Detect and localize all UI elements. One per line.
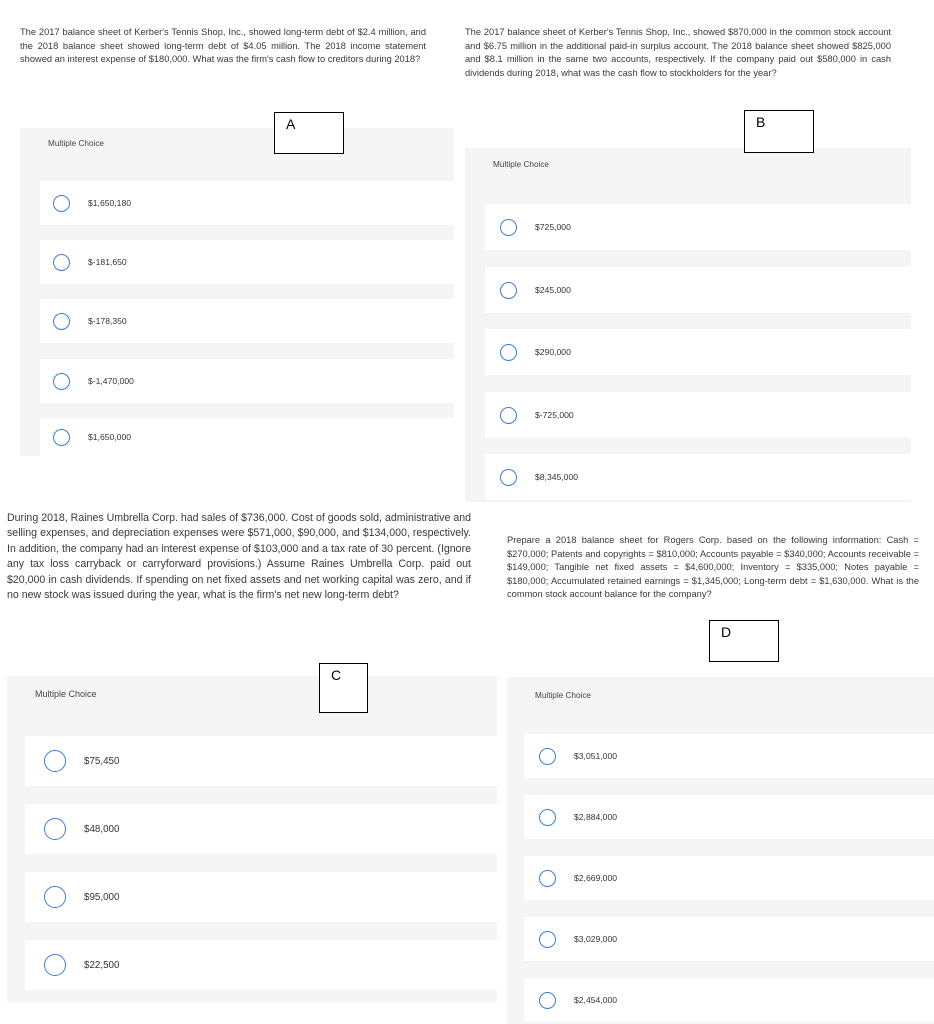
option-label: $3,029,000: [574, 934, 618, 944]
question-d-option-4[interactable]: [524, 917, 934, 961]
option-label: $-1,470,000: [88, 376, 134, 386]
question-a-tag: A: [274, 112, 344, 154]
radio-icon[interactable]: [539, 992, 556, 1009]
option-label: $75,450: [84, 755, 120, 767]
question-d-tag: D: [709, 620, 779, 662]
radio-icon[interactable]: [500, 407, 517, 424]
radio-icon[interactable]: [500, 282, 517, 299]
question-d-choices: [507, 677, 934, 1024]
question-c-text: During 2018, Raines Umbrella Corp. had sales of $736,000. Cost of goods sold, administrative and selling expenses, and depreciation expenses were $571,000, $90,000, and $134,000, respectively. In addition, the company had an interest expense of $103,000 and a tax rate of 30 percent. (Ignore any tax loss carryback or carryforward provisions.) Assume Raines Umbrella Corp. paid out $20,000 in cash dividends. If spending on net fixed assets and net working capital was zero, and if no new stock was issued during the year, what is the firm's net new long-term debt?: [7, 512, 471, 602]
option-label: $725,000: [535, 222, 571, 232]
radio-icon[interactable]: [500, 469, 517, 486]
option-label: $1,650,180: [88, 198, 132, 208]
question-a-option-2[interactable]: [40, 240, 454, 284]
question-b-choice-header: Multiple Choice: [493, 160, 549, 169]
question-c-option-2[interactable]: [25, 804, 497, 854]
radio-icon[interactable]: [539, 870, 556, 887]
question-d-text: Prepare a 2018 balance sheet for Rogers Corp. based on the following information: Cash = $270,000; Patents and copyrights = $810,000; Accounts payable = $340,000; Accounts receivable = $149,000; Tangible net fixed assets = $4,600,000; Inventory = $335,000; Notes payable = $180,000; Accumulated retained earnings = $1,345,000; Long-term debt = $1,630,000. What is the common stock account balance for the company?: [507, 535, 919, 600]
question-b-choices: [465, 148, 911, 502]
radio-icon[interactable]: [53, 313, 70, 330]
question-b-text: The 2017 balance sheet of Kerber's Tennis Shop, Inc., showed $870,000 in the common stock account and $6.75 million in the additional paid-in surplus account. The 2018 balance sheet showed $825,000 and $8.1 million in the same two accounts, respectively. If the company paid out $580,000 in cash dividends during 2018, what was the cash flow to stockholders for the year?: [465, 27, 891, 78]
radio-icon[interactable]: [53, 254, 70, 271]
option-label: $48,000: [84, 823, 120, 835]
option-label: $3,051,000: [574, 751, 618, 761]
radio-icon[interactable]: [44, 818, 66, 840]
option-label: $2,884,000: [574, 812, 618, 822]
option-label: $8,345,000: [535, 472, 579, 482]
radio-icon[interactable]: [539, 748, 556, 765]
radio-icon[interactable]: [500, 344, 517, 361]
question-d-option-5[interactable]: [524, 978, 934, 1022]
question-d-option-2[interactable]: [524, 795, 934, 839]
question-a-option-3[interactable]: [40, 299, 454, 343]
radio-icon[interactable]: [44, 954, 66, 976]
option-label: $95,000: [84, 891, 120, 903]
question-a-choices: [20, 128, 454, 456]
question-c-choice-header: Multiple Choice: [35, 689, 97, 699]
radio-icon[interactable]: [500, 219, 517, 236]
question-d-choice-header: Multiple Choice: [535, 691, 591, 700]
radio-icon[interactable]: [53, 195, 70, 212]
question-d-option-3[interactable]: [524, 856, 934, 900]
question-c-option-3[interactable]: [25, 872, 497, 922]
question-b-option-3[interactable]: [485, 329, 911, 375]
option-label: $2,669,000: [574, 873, 618, 883]
option-label: $2,454,000: [574, 995, 618, 1005]
question-a-option-4[interactable]: [40, 359, 454, 403]
option-label: $22,500: [84, 959, 120, 971]
option-label: $-178,350: [88, 316, 127, 326]
option-label: $-181,650: [88, 257, 127, 267]
option-label: $290,000: [535, 347, 571, 357]
question-a-text: The 2017 balance sheet of Kerber's Tennis Shop, Inc., showed long-term debt of $2.4 million, and the 2018 balance sheet showed long-term debt of $4.05 million. The 2018 income statement showed an interest expense of $180,000. What was the firm's cash flow to creditors during 2018?: [20, 27, 426, 65]
question-c-tag: C: [319, 663, 368, 713]
question-b-option-2[interactable]: [485, 267, 911, 313]
radio-icon[interactable]: [44, 886, 66, 908]
question-a-choice-header: Multiple Choice: [48, 139, 104, 148]
radio-icon[interactable]: [53, 429, 70, 446]
radio-icon[interactable]: [53, 373, 70, 390]
question-d-option-1[interactable]: [524, 734, 934, 778]
question-c-option-1[interactable]: [25, 736, 497, 786]
question-a-option-5[interactable]: [40, 418, 454, 456]
radio-icon[interactable]: [44, 750, 66, 772]
question-a-option-1[interactable]: [40, 181, 454, 225]
radio-icon[interactable]: [539, 931, 556, 948]
question-c-option-4[interactable]: [25, 940, 497, 990]
question-b-option-5[interactable]: [485, 454, 911, 500]
question-b-tag: B: [744, 110, 814, 153]
question-b-option-4[interactable]: [485, 392, 911, 438]
radio-icon[interactable]: [539, 809, 556, 826]
option-label: $245,000: [535, 285, 571, 295]
option-label: $1,650,000: [88, 432, 132, 442]
question-c-choices: [7, 676, 497, 1002]
option-label: $-725,000: [535, 410, 574, 420]
question-b-option-1[interactable]: [485, 204, 911, 250]
